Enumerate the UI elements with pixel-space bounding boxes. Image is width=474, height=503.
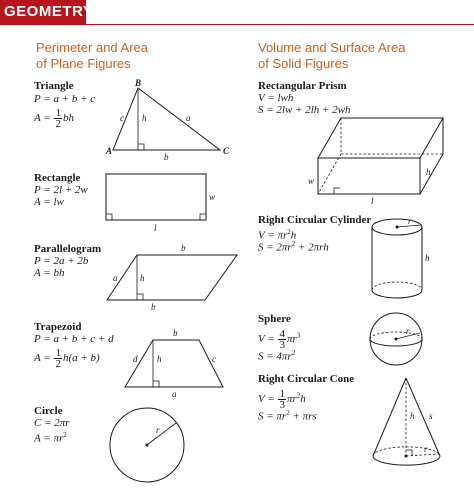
triangle-label-b: b — [164, 152, 169, 162]
prism-label-w: w — [308, 176, 315, 186]
sphere-name: Sphere — [258, 313, 291, 325]
parallelogram-name: Parallelogram — [34, 243, 102, 255]
rectangle-label-w: w — [209, 192, 216, 202]
cone-figure — [373, 378, 440, 465]
prism-label-l: l — [371, 196, 374, 206]
rectangle-perimeter: P = 2l + 2w — [34, 184, 88, 196]
parallelogram-label-b-top: b — [181, 243, 186, 253]
parallelogram-area: A = bh — [34, 267, 65, 279]
header-title: GEOMETRY — [0, 0, 86, 24]
trapezoid-name: Trapezoid — [34, 321, 82, 333]
sphere-figure — [370, 313, 422, 365]
prism-label-h: h — [426, 167, 431, 177]
rectangle-area: A = lw — [34, 196, 64, 208]
triangle-label-A: A — [106, 146, 113, 156]
cylinder-volume: $V = \pi r^2h$ — [258, 228, 297, 242]
trapezoid-label-c: c — [212, 354, 216, 364]
cylinder-label-h: h — [425, 253, 430, 263]
parallelogram-label-a: a — [113, 273, 118, 283]
rectangle-figure — [106, 174, 206, 220]
prism-figure — [318, 118, 443, 194]
triangle-name: Triangle — [34, 80, 74, 92]
cone-label-r: r — [424, 444, 428, 454]
triangle-label-B: B — [135, 78, 142, 88]
trapezoid-area: A = $\frac{1}{2}$ h(a + b) — [34, 347, 100, 370]
parallelogram-figure — [107, 255, 237, 300]
trapezoid-label-b: b — [173, 328, 178, 338]
rectangle-label-l: l — [154, 223, 157, 233]
cylinder-name: Right Circular Cylinder — [258, 214, 372, 226]
triangle-label-a: a — [186, 113, 191, 123]
circle-area: $A = \pi r^2$ — [34, 431, 67, 445]
circle-circumference: C = 2πr — [34, 417, 70, 429]
prism-surface: S = 2lw + 2lh + 2wh — [258, 104, 351, 116]
parallelogram-perimeter: P = 2a + 2b — [34, 255, 89, 267]
prism-volume: V = lwh — [258, 92, 294, 104]
cylinder-figure — [372, 219, 422, 298]
parallelogram-label-b-bottom: b — [151, 302, 156, 312]
cone-surface: $S = \pi r^2 + \pi rs$ — [258, 409, 317, 423]
right-title-line1: Volume and Surface Area — [258, 40, 406, 55]
cone-volume: V = $\frac{1}{3}$ $\pi r^2h$ — [258, 388, 306, 411]
prism-name: Rectangular Prism — [258, 80, 347, 92]
triangle-label-c: c — [120, 113, 124, 123]
cone-name: Right Circular Cone — [258, 373, 355, 385]
cone-label-h: h — [410, 411, 415, 421]
trapezoid-label-d: d — [133, 354, 138, 364]
circle-figure — [110, 408, 184, 482]
trapezoid-perimeter: P = a + b + c + d — [34, 333, 114, 345]
sphere-label-r: r — [406, 326, 410, 336]
circle-label-r: r — [156, 425, 160, 435]
trapezoid-label-a: a — [172, 389, 177, 399]
cylinder-surface: $S = 2\pi r^2 + 2\pi rh$ — [258, 240, 329, 254]
rectangle-name: Rectangle — [34, 172, 81, 184]
cylinder-label-r: r — [408, 216, 412, 226]
sphere-surface: $S = 4\pi r^2$ — [258, 349, 296, 363]
sphere-volume: V = $\frac{4}{3}$ $\pi r^3$ — [258, 328, 301, 351]
circle-name: Circle — [34, 405, 63, 417]
cone-label-s: s — [429, 411, 433, 421]
left-title-line2: of Plane Figures — [36, 56, 131, 71]
left-title-line1: Perimeter and Area — [36, 40, 149, 55]
triangle-label-C: C — [223, 146, 230, 156]
triangle-figure — [113, 88, 220, 150]
triangle-area: A = $\frac{1}{2}$ bh — [34, 107, 74, 130]
triangle-label-h: h — [142, 113, 147, 123]
parallelogram-label-h: h — [140, 273, 145, 283]
triangle-perimeter: P = a + b + c — [34, 93, 96, 105]
right-title-line2: of Solid Figures — [258, 56, 349, 71]
trapezoid-figure — [125, 340, 223, 387]
trapezoid-label-h: h — [157, 354, 162, 364]
